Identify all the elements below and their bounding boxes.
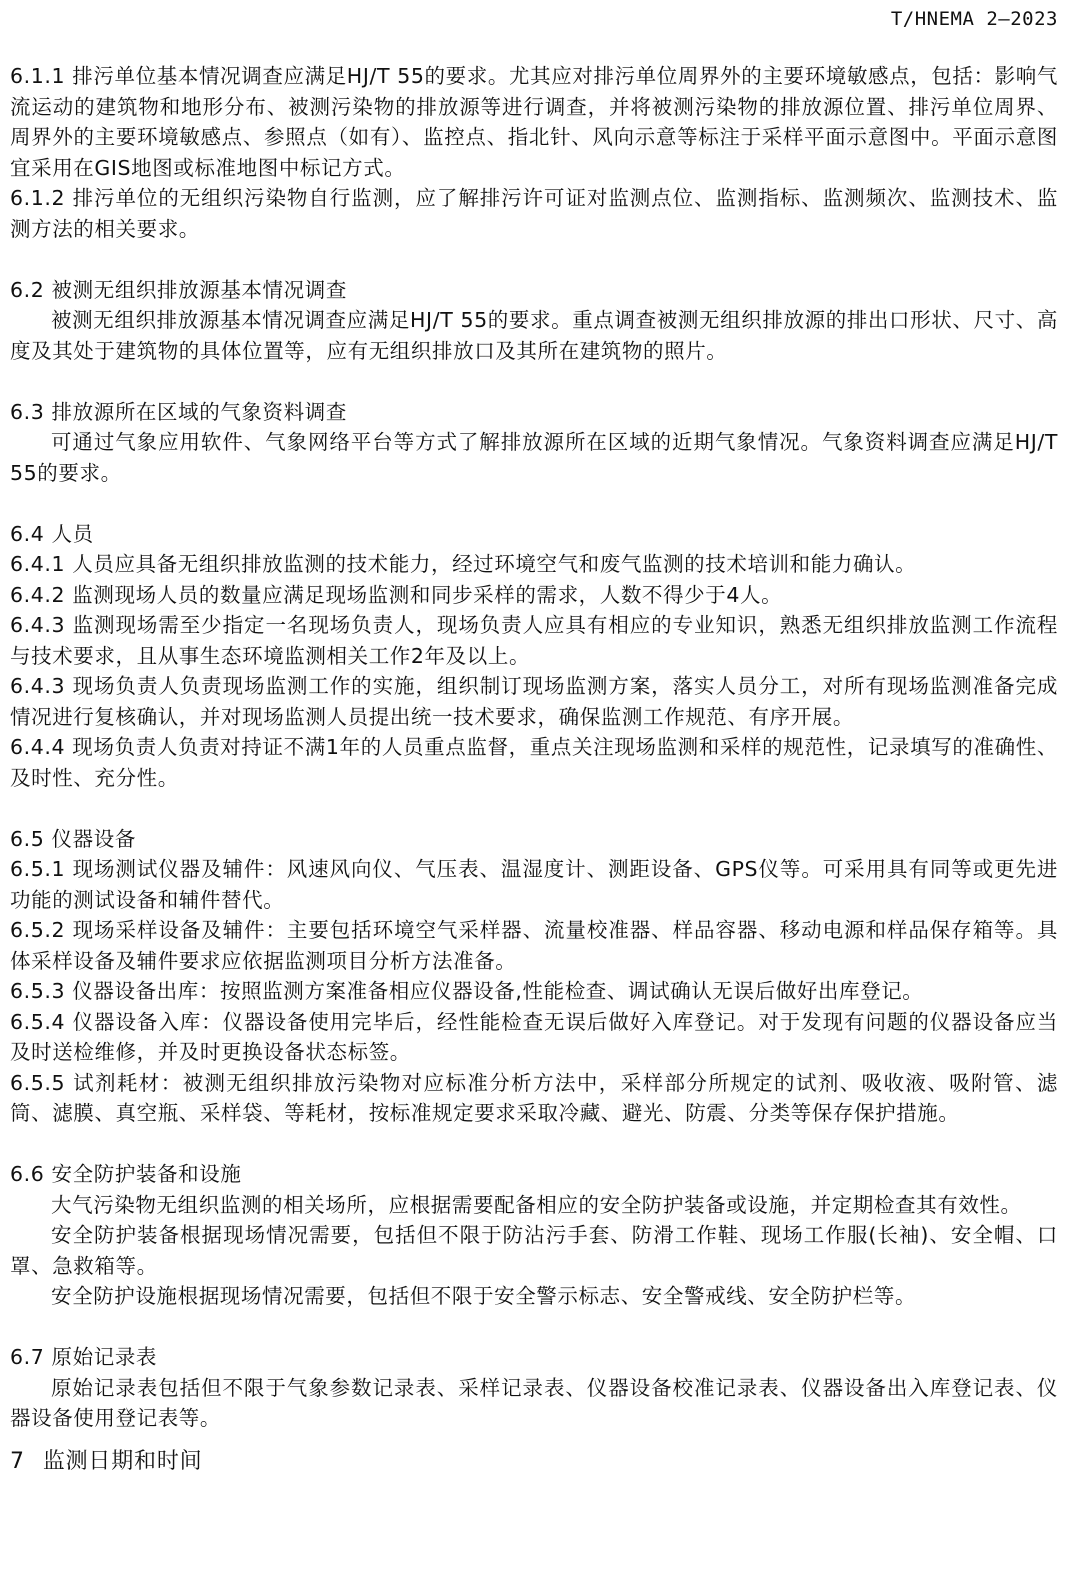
clause-6-5-5: 6.5.5 试剂耗材：被测无组织排放污染物对应标准分析方法中，采样部分所规定的试剂、吸收液、吸附管、滤筒、滤膜、真空瓶、采样袋、等耗材，按标准规定要求采取冷藏、避光、防震、分类等保存保护措施。 (10, 1070, 1058, 1125)
section-heading-6-4: 6.4 人员 (10, 521, 94, 546)
section-6-6-paragraph-1: 大气污染物无组织监测的相关场所，应根据需要配备相应的安全防护装备或设施，并定期检查其有效性。 (51, 1192, 1022, 1217)
spacer (10, 244, 1058, 275)
section-heading-6-3: 6.3 排放源所在区域的气象资料调查 (10, 399, 347, 424)
document-body (10, 61, 1058, 1478)
clause-6-4-3-a: 6.4.3 监测现场需至少指定一名现场负责人，现场负责人应具有相应的专业知识，熟悉无组织排放监测工作流程与技术要求，且从事生态环境监测相关工作2年及以上。 (10, 613, 1058, 668)
clause-6-5-3: 6.5.3 仪器设备出库：按照监测方案准备相应仪器设备,性能检查、调试确认无误后做好出库登记。 (10, 979, 924, 1003)
clause-6-5-4: 6.5.4 仪器设备入库：仪器设备使用完毕后，经性能检查无误后做好入库登记。对于发现有问题的仪器设备应当及时送检维修，并及时更换设备状态标签。 (10, 1009, 1058, 1064)
section-heading-6-2: 6.2 被测无组织排放源基本情况调查 (10, 277, 347, 302)
clause-6-4-1: 6.4.1 人员应具备无组织排放监测的技术能力，经过环境空气和废气监测的技术培训和能力确认。 (10, 552, 917, 576)
clause-6-4-3-b: 6.4.3 现场负责人负责现场监测工作的实施，组织制订现场监测方案，落实人员分工，对所有现场监测准备完成情况进行复核确认，并对现场监测人员提出统一技术要求，确保监测工作规范、有序开展。 (10, 674, 1058, 729)
spacer (10, 793, 1058, 824)
spacer (10, 366, 1058, 397)
section-6-6-paragraph-2: 安全防护装备根据现场情况需要，包括但不限于防沾污手套、防滑工作鞋、现场工作服(长袖)、安全帽、口罩、急救箱等。 (10, 1223, 1058, 1278)
clause-6-1-1: 6.1.1 排污单位基本情况调查应满足HJ/T 55的要求。尤其应对排污单位周界外的主要环境敏感点，包括：影响气流运动的建筑物和地形分布、被测污染物的排放源等进行调查，并将被测污染物的排放源位置、排污单位周界、周界外的主要环境敏感点、参照点（如有）、监控点、指北针、风向示意等标注于采样平面示意图中。平面示意图宜采用在GIS地图或标准地图中标记方式。 (10, 64, 1058, 180)
clause-6-5-2: 6.5.2 现场采样设备及辅件：主要包括环境空气采样器、流量校准器、样品容器、移动电源和样品保存箱等。具体采样设备及辅件要求应依据监测项目分析方法准备。 (10, 918, 1058, 973)
section-6-2-paragraph: 被测无组织排放源基本情况调查应满足HJ/T 55的要求。重点调查被测无组织排放源的排出口形状、尺寸、高度及其处于建筑物的具体位置等，应有无组织排放口及其所在建筑物的照片。 (10, 308, 1058, 363)
section-heading-6-7: 6.7 原始记录表 (10, 1345, 158, 1369)
chapter-number: 7 (10, 1448, 25, 1474)
clause-6-1-2: 6.1.2 排污单位的无组织污染物自行监测，应了解排污许可证对监测点位、监测指标、监测频次、监测技术、监测方法的相关要求。 (10, 186, 1058, 241)
spacer (10, 1129, 1058, 1160)
clause-6-5-1: 6.5.1 现场测试仪器及辅件：风速风向仪、气压表、温湿度计、测距设备、GPS仪等。可采用具有同等或更先进功能的测试设备和辅件替代。 (10, 857, 1058, 912)
spacer (10, 1312, 1058, 1343)
spacer (10, 1434, 1058, 1444)
clause-6-4-2: 6.4.2 监测现场人员的数量应满足现场监测和同步采样的需求，人数不得少于4人。 (10, 582, 783, 607)
section-6-3-paragraph: 可通过气象应用软件、气象网络平台等方式了解排放源所在区域的近期气象情况。气象资料调查应满足HJ/T 55的要求。 (10, 430, 1058, 485)
chapter-title: 监测日期和时间 (42, 1448, 203, 1474)
spacer (10, 488, 1058, 519)
section-heading-6-6: 6.6 安全防护装备和设施 (10, 1162, 242, 1186)
section-6-7-paragraph: 原始记录表包括但不限于气象参数记录表、采样记录表、仪器设备校准记录表、仪器设备出入库登记表、仪器设备使用登记表等。 (10, 1375, 1058, 1430)
clause-6-4-4: 6.4.4 现场负责人负责对持证不满1年的人员重点监督，重点关注现场监测和采样的规范性，记录填写的准确性、及时性、充分性。 (10, 735, 1058, 790)
section-heading-6-5: 6.5 仪器设备 (10, 826, 136, 851)
chapter-7-heading (10, 1446, 1058, 1478)
section-6-6-paragraph-3: 安全防护设施根据现场情况需要，包括但不限于安全警示标志、安全警戒线、安全防护栏等。 (51, 1284, 917, 1308)
document-id-header: T/HNEMA 2—2023 (890, 8, 1058, 30)
